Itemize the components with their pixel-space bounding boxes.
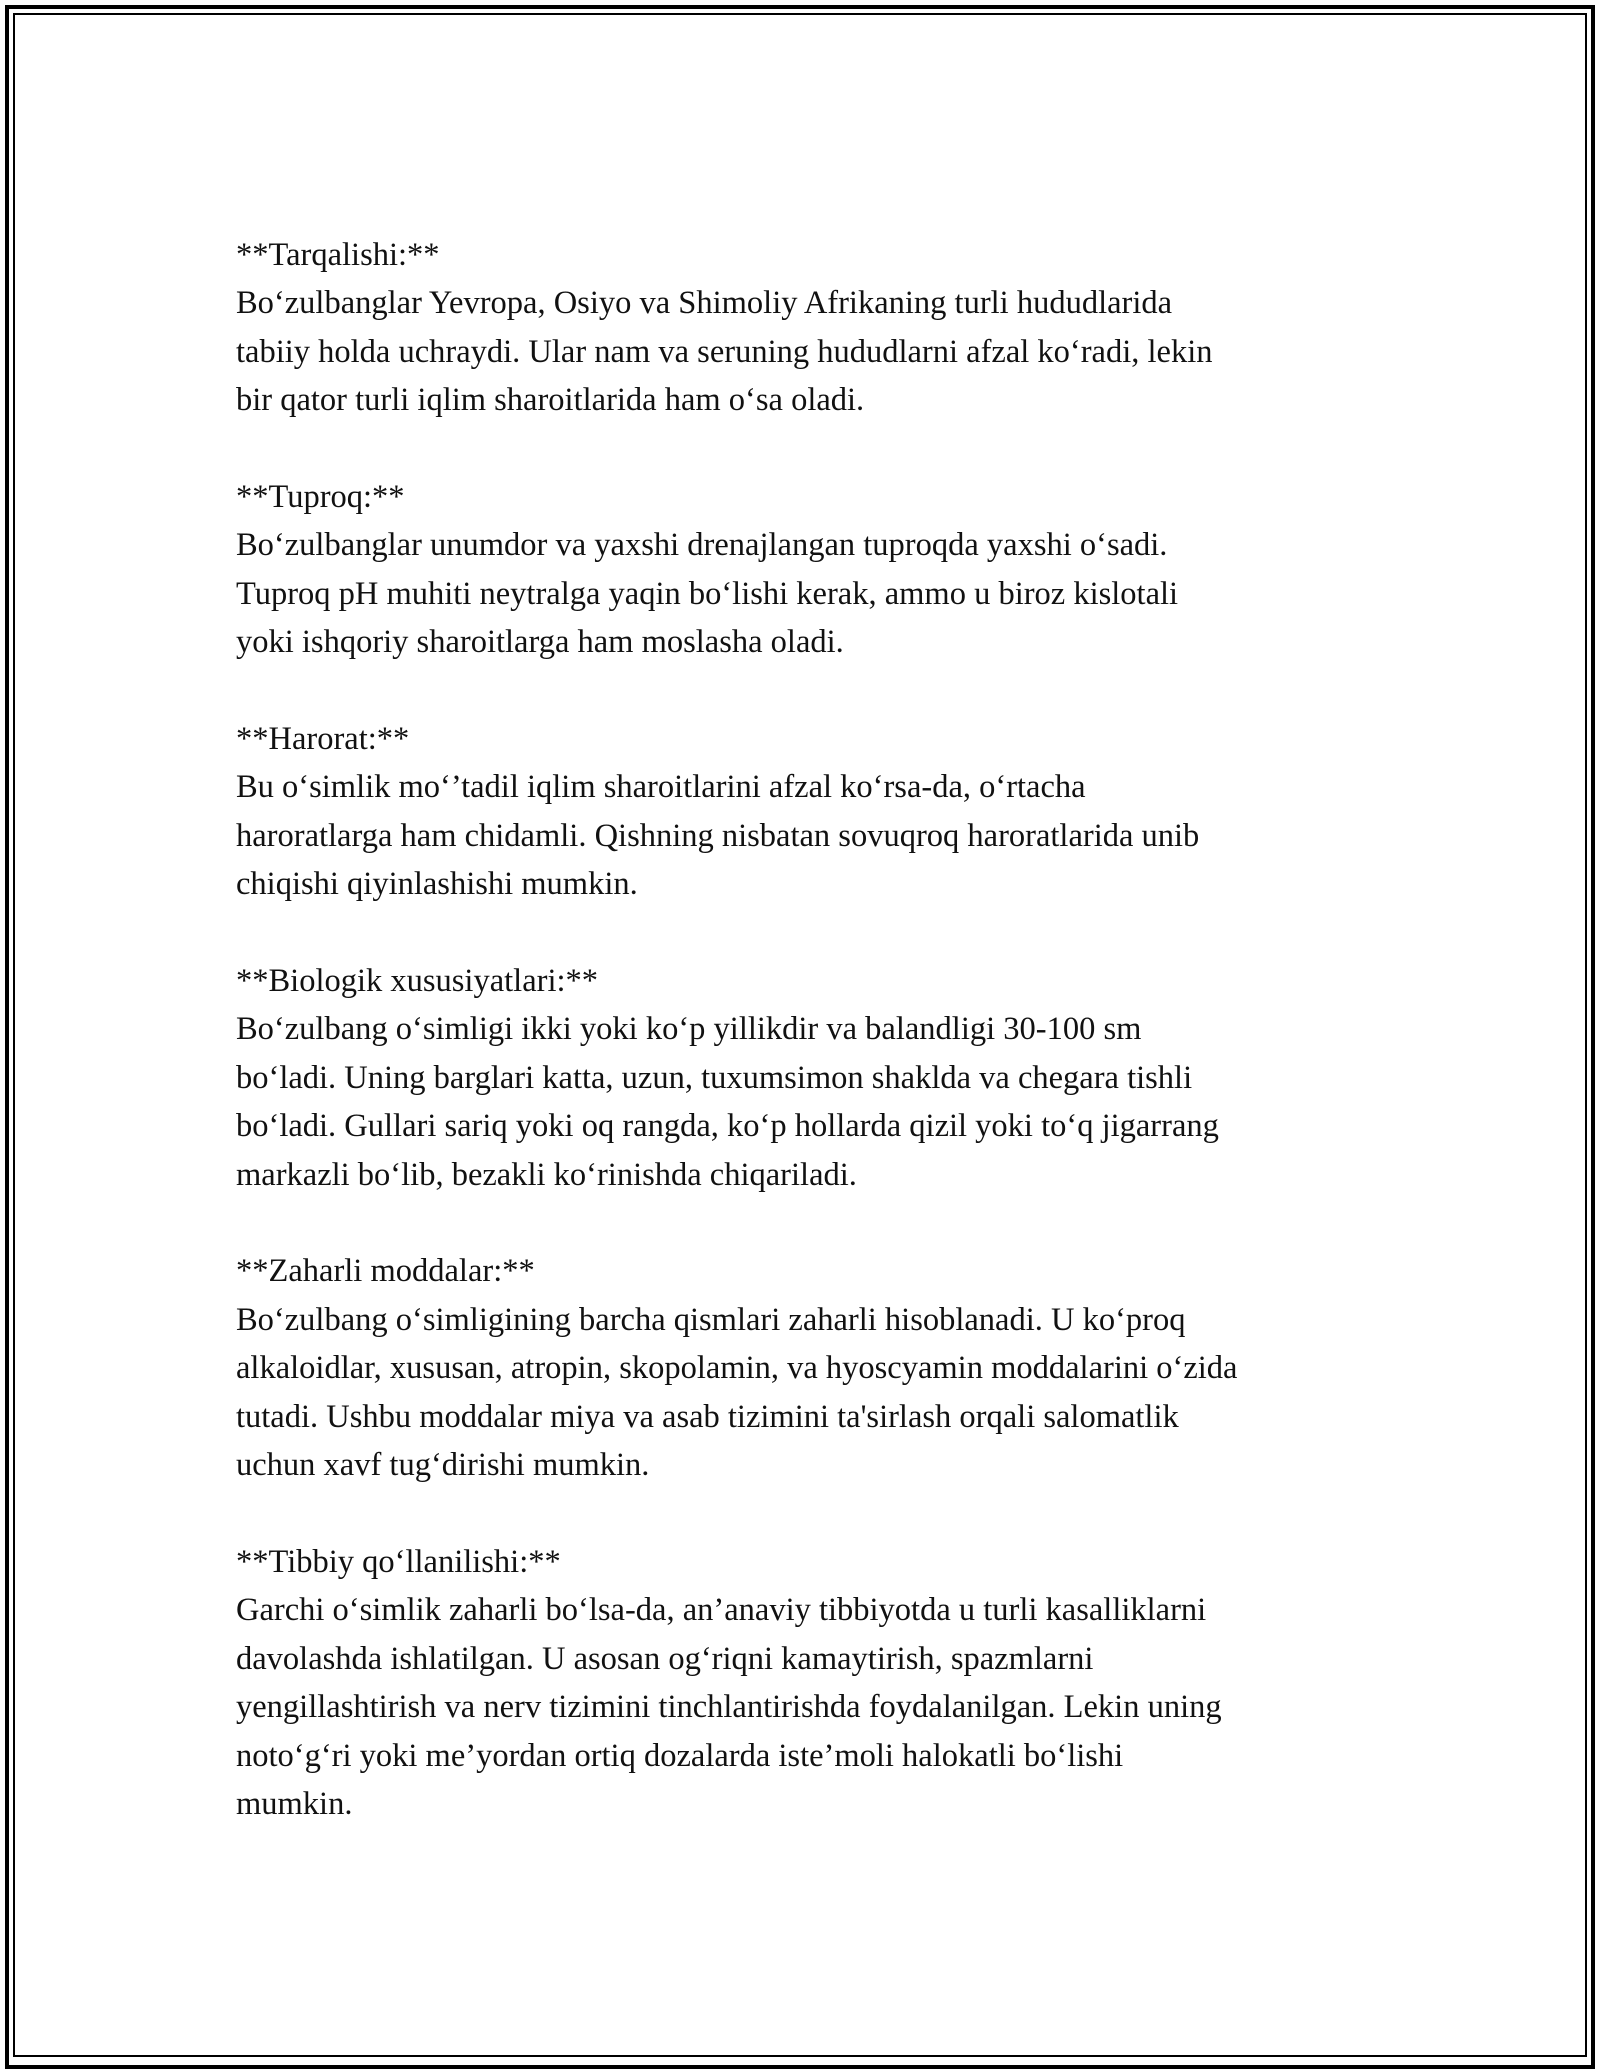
section-paragraph: Bo‘zulbang o‘simligining barcha qismlari zaharli hisoblanadi. U ko‘proq alkaloidlar, xususan, atropin, skopolamin, va hyoscyamin moddalarini o‘zida tutadi. Ushbu moddalar miya va asab tizimini ta'sirlash orqali salomatlik uchun xavf tug‘dirishi mumkin. — [236, 1301, 1238, 1484]
section-heading: **Harorat:** — [236, 721, 410, 758]
section-paragraph: Bo‘zulbanglar Yevropa, Osiyo va Shimoliy Afrikaning turli hududlarida tabiiy holda uchraydi. Ular nam va seruning hududlarni afzal ko‘radi, lekin bir qator turli iqlim sharoitlarida ham o‘sa oladi. — [236, 285, 1213, 419]
section-heading: **Tarqalishi:** — [236, 237, 440, 273]
document-body — [236, 231, 1376, 1877]
section-zaharli-moddalar — [236, 1247, 1376, 1489]
section-heading: **Zaharli moddalar:** — [236, 1253, 535, 1290]
section-paragraph: Bo‘zulbang o‘simligi ikki yoki ko‘p yillikdir va balandligi 30-100 sm bo‘ladi. Uning barglari katta, uzun, tuxumsimon shaklda va chegara tishli bo‘ladi. Gullari sariq yoki oq rangda, ko‘p hollarda qizil yoki to‘q jigarrang markazli bo‘lib, bezakli ko‘rinishda chiqariladi. — [236, 1011, 1219, 1193]
section-heading: **Tibbiy qo‘llanilishi:** — [236, 1543, 561, 1580]
section-paragraph: Garchi o‘simlik zaharli bo‘lsa-da, an’anaviy tibbiyotda u turli kasalliklarni davolashda ishlatilgan. U asosan og‘riqni kamaytirish, spazmlarni yengillashtirish va nerv tizimini tinchlantirishda foydalanilgan. Lekin uning noto‘g‘ri yoki me’yordan ortiq dozalarda iste’moli halokatli bo‘lishi mumkin. — [236, 1592, 1222, 1822]
section-paragraph: Bu o‘simlik mo‘’tadil iqlim sharoitlarini afzal ko‘rsa-da, o‘rtacha haroratlarga ham chidamli. Qishning nisbatan sovuqroq haroratlarida unib chiqishi qiyinlashishi mumkin. — [236, 769, 1200, 903]
section-paragraph: Bo‘zulbanglar unumdor va yaxshi drenajlangan tuproqda yaxshi o‘sadi. Tuproq pH muhiti neytralga yaqin bo‘lishi kerak, ammo u biroz kislotali yoki ishqoriy sharoitlarga ham moslasha oladi. — [236, 527, 1179, 661]
section-heading: **Tuproq:** — [236, 479, 405, 516]
section-tibbiy-qollanilishi — [236, 1538, 1376, 1828]
section-biologik-xususiyatlari — [236, 957, 1376, 1199]
section-harorat — [236, 715, 1376, 909]
section-heading: **Biologik xususiyatlari:** — [236, 963, 599, 1000]
section-tuproq — [236, 473, 1376, 667]
section-tarqalishi — [236, 231, 1376, 425]
